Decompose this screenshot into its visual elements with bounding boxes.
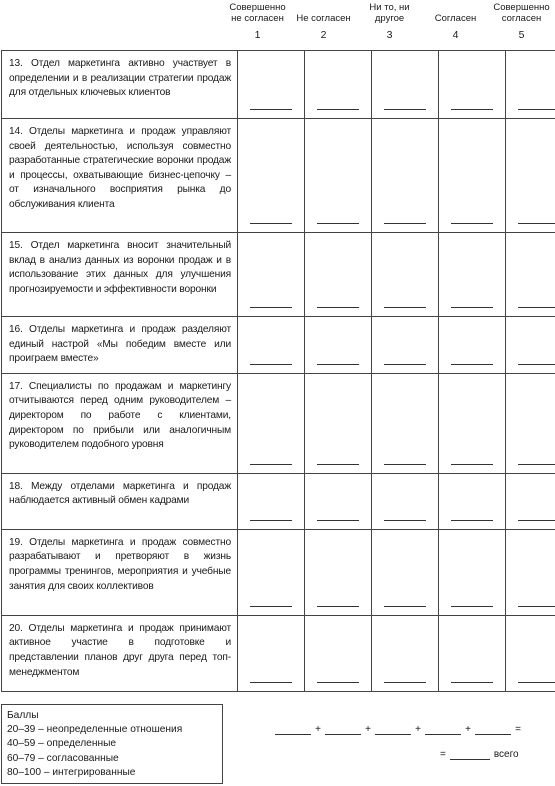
answer-blank[interactable] — [518, 606, 555, 607]
answer-cell-5[interactable] — [506, 529, 555, 615]
answer-blank[interactable] — [317, 682, 359, 683]
answer-cell-2[interactable] — [305, 317, 372, 374]
answer-blank[interactable] — [384, 464, 426, 465]
answer-blank[interactable] — [250, 109, 292, 110]
table-row — [2, 317, 555, 374]
answer-cell-5[interactable] — [506, 473, 555, 529]
answer-cell-5[interactable] — [506, 233, 555, 317]
answer-blank[interactable] — [451, 307, 493, 308]
legend-title: Баллы — [7, 710, 39, 721]
answer-cell-3[interactable] — [372, 615, 439, 691]
statement-text: 13. Отдел маркетинга активно участвует в определении и в реализации стратегии продаж для отдельных ключевых клиентов — [2, 51, 238, 119]
answer-cell-2[interactable] — [305, 615, 372, 691]
answer-blank[interactable] — [451, 464, 493, 465]
plus-sign: + — [415, 724, 421, 735]
table-row — [2, 529, 555, 615]
answer-blank[interactable] — [451, 364, 493, 365]
answer-cell-5[interactable] — [506, 373, 555, 473]
answer-blank[interactable] — [317, 109, 359, 110]
answer-blank[interactable] — [451, 223, 493, 224]
total-label: всего — [493, 749, 519, 760]
answer-cell-4[interactable] — [439, 373, 506, 473]
answer-cell-3[interactable] — [372, 529, 439, 615]
header-label: Согласен — [434, 13, 477, 24]
answer-blank[interactable] — [250, 606, 292, 607]
answer-cell-2[interactable] — [305, 119, 372, 233]
legend-line: 40–59 – определенные — [7, 738, 117, 750]
header-label: Совершенно не согласен — [229, 2, 286, 24]
answer-blank[interactable] — [451, 682, 493, 683]
table-row — [2, 119, 555, 233]
statement-text: 20. Отделы маркетинга и продаж принимают активное участие в подготовке и представлении планов друг друга перед топ-менеджментом — [2, 615, 238, 691]
answer-blank[interactable] — [250, 307, 292, 308]
statement-text: 16. Отделы маркетинга и продаж разделяют единый настрой «Мы победим вместе или проиграем вместе» — [2, 317, 238, 374]
table-row — [2, 473, 555, 529]
answer-cell-2[interactable] — [305, 473, 372, 529]
answer-blank[interactable] — [518, 307, 555, 308]
answer-cell-5[interactable] — [506, 51, 555, 119]
header-number: 2 — [320, 29, 327, 41]
header-col-3 — [356, 0, 423, 41]
header-col-2 — [290, 0, 357, 41]
answer-cell-2[interactable] — [305, 233, 372, 317]
total-blank[interactable] — [450, 749, 490, 760]
sum-formula — [275, 724, 545, 735]
answer-blank[interactable] — [250, 223, 292, 224]
answer-cell-4[interactable] — [439, 529, 506, 615]
answer-cell-1[interactable] — [238, 373, 305, 473]
answer-cell-5[interactable] — [506, 119, 555, 233]
answer-cell-1[interactable] — [238, 233, 305, 317]
sum-blank-2[interactable] — [325, 724, 361, 735]
plus-sign: + — [465, 724, 471, 735]
header-label: Не согласен — [296, 13, 351, 24]
sum-blank-5[interactable] — [475, 724, 511, 735]
answer-blank[interactable] — [384, 606, 426, 607]
answer-blank[interactable] — [317, 606, 359, 607]
table-row — [2, 615, 555, 691]
answer-cell-2[interactable] — [305, 529, 372, 615]
legend-line: 20–39 – неопределенные отношения — [7, 724, 183, 736]
questionnaire-table — [1, 50, 555, 692]
statement-text: 18. Между отделами маркетинга и продаж наблюдается активный обмен кадрами — [2, 473, 238, 529]
equals-sign: = — [515, 724, 521, 735]
answer-cell-1[interactable] — [238, 317, 305, 374]
answer-cell-1[interactable] — [238, 615, 305, 691]
plus-sign: + — [315, 724, 321, 735]
table-row — [2, 233, 555, 317]
answer-blank[interactable] — [384, 520, 426, 521]
answer-cell-1[interactable] — [238, 529, 305, 615]
statement-text: 15. Отдел маркетинга вносит значительный вклад в анализ данных из воронки продаж и в использование этих данных для улучшения прогнозируемости и эффективности воронки — [2, 233, 238, 317]
sum-blank-3[interactable] — [375, 724, 411, 735]
answer-blank[interactable] — [451, 520, 493, 521]
header-label: Совершенно согласен — [493, 2, 550, 24]
answer-cell-2[interactable] — [305, 51, 372, 119]
header-label: Ни то, ни другое — [369, 2, 410, 24]
answer-blank[interactable] — [384, 223, 426, 224]
total-line — [440, 749, 519, 760]
answer-blank[interactable] — [317, 520, 359, 521]
header-number: 1 — [254, 29, 261, 41]
answer-cell-3[interactable] — [372, 317, 439, 374]
header-col-1 — [224, 0, 291, 41]
answer-blank[interactable] — [384, 364, 426, 365]
answer-blank[interactable] — [317, 307, 359, 308]
answer-cell-1[interactable] — [238, 51, 305, 119]
answer-blank[interactable] — [250, 464, 292, 465]
header-col-5 — [488, 0, 555, 41]
answer-blank[interactable] — [384, 109, 426, 110]
answer-blank[interactable] — [518, 223, 555, 224]
statement-text: 14. Отделы маркетинга и продаж управляют своей деятельностью, используя совместно разработанные стратегические воронки продаж и процессы, охватывающие бизнес-цепочку – от изначального восприятия рынка до обслуживания клиента — [2, 119, 238, 233]
answer-cell-4[interactable] — [439, 473, 506, 529]
answer-blank[interactable] — [451, 109, 493, 110]
answer-cell-5[interactable] — [506, 615, 555, 691]
plus-sign: + — [365, 724, 371, 735]
answer-cell-4[interactable] — [439, 51, 506, 119]
answer-cell-4[interactable] — [439, 317, 506, 374]
answer-blank[interactable] — [317, 364, 359, 365]
answer-cell-3[interactable] — [372, 473, 439, 529]
answer-blank[interactable] — [518, 464, 555, 465]
answer-cell-3[interactable] — [372, 373, 439, 473]
legend-line: 80–100 – интегрированные — [7, 766, 136, 778]
answer-cell-3[interactable] — [372, 119, 439, 233]
answer-cell-4[interactable] — [439, 119, 506, 233]
answer-blank[interactable] — [518, 364, 555, 365]
sum-blank-1[interactable] — [275, 724, 311, 735]
sum-blank-4[interactable] — [425, 724, 461, 735]
answer-blank[interactable] — [384, 682, 426, 683]
answer-blank[interactable] — [250, 520, 292, 521]
header-number: 4 — [452, 29, 459, 41]
statement-text: 19. Отделы маркетинга и продаж совместно разрабатывают и претворяют в жизнь программы тренингов, мероприятия и учебные занятия для своих коллективов — [2, 529, 238, 615]
answer-blank[interactable] — [317, 464, 359, 465]
answer-cell-3[interactable] — [372, 51, 439, 119]
answer-blank[interactable] — [384, 307, 426, 308]
header-col-4 — [422, 0, 489, 41]
table-row — [2, 373, 555, 473]
answer-blank[interactable] — [317, 223, 359, 224]
answer-blank[interactable] — [518, 682, 555, 683]
answer-blank[interactable] — [250, 682, 292, 683]
statement-text: 17. Специалисты по продажам и маркетингу отчитываются перед одним руководителем – директором по работе с клиентами, директором по прибыли или аналогичным руководителем подобного уровня — [2, 373, 238, 473]
answer-blank[interactable] — [250, 364, 292, 365]
header-number: 5 — [518, 29, 525, 41]
answer-cell-4[interactable] — [439, 615, 506, 691]
answer-cell-2[interactable] — [305, 373, 372, 473]
equals-sign: = — [440, 749, 446, 760]
scale-header — [0, 0, 555, 48]
answer-cell-3[interactable] — [372, 233, 439, 317]
table-row — [2, 51, 555, 119]
answer-cell-1[interactable] — [238, 119, 305, 233]
legend-line: 60–79 – согласованные — [7, 752, 119, 764]
answer-blank[interactable] — [518, 109, 555, 110]
answer-blank[interactable] — [518, 520, 555, 521]
answer-blank[interactable] — [451, 606, 493, 607]
header-number: 3 — [386, 29, 393, 41]
score-legend — [1, 704, 223, 784]
answer-cell-4[interactable] — [439, 233, 506, 317]
answer-cell-1[interactable] — [238, 473, 305, 529]
answer-cell-5[interactable] — [506, 317, 555, 374]
